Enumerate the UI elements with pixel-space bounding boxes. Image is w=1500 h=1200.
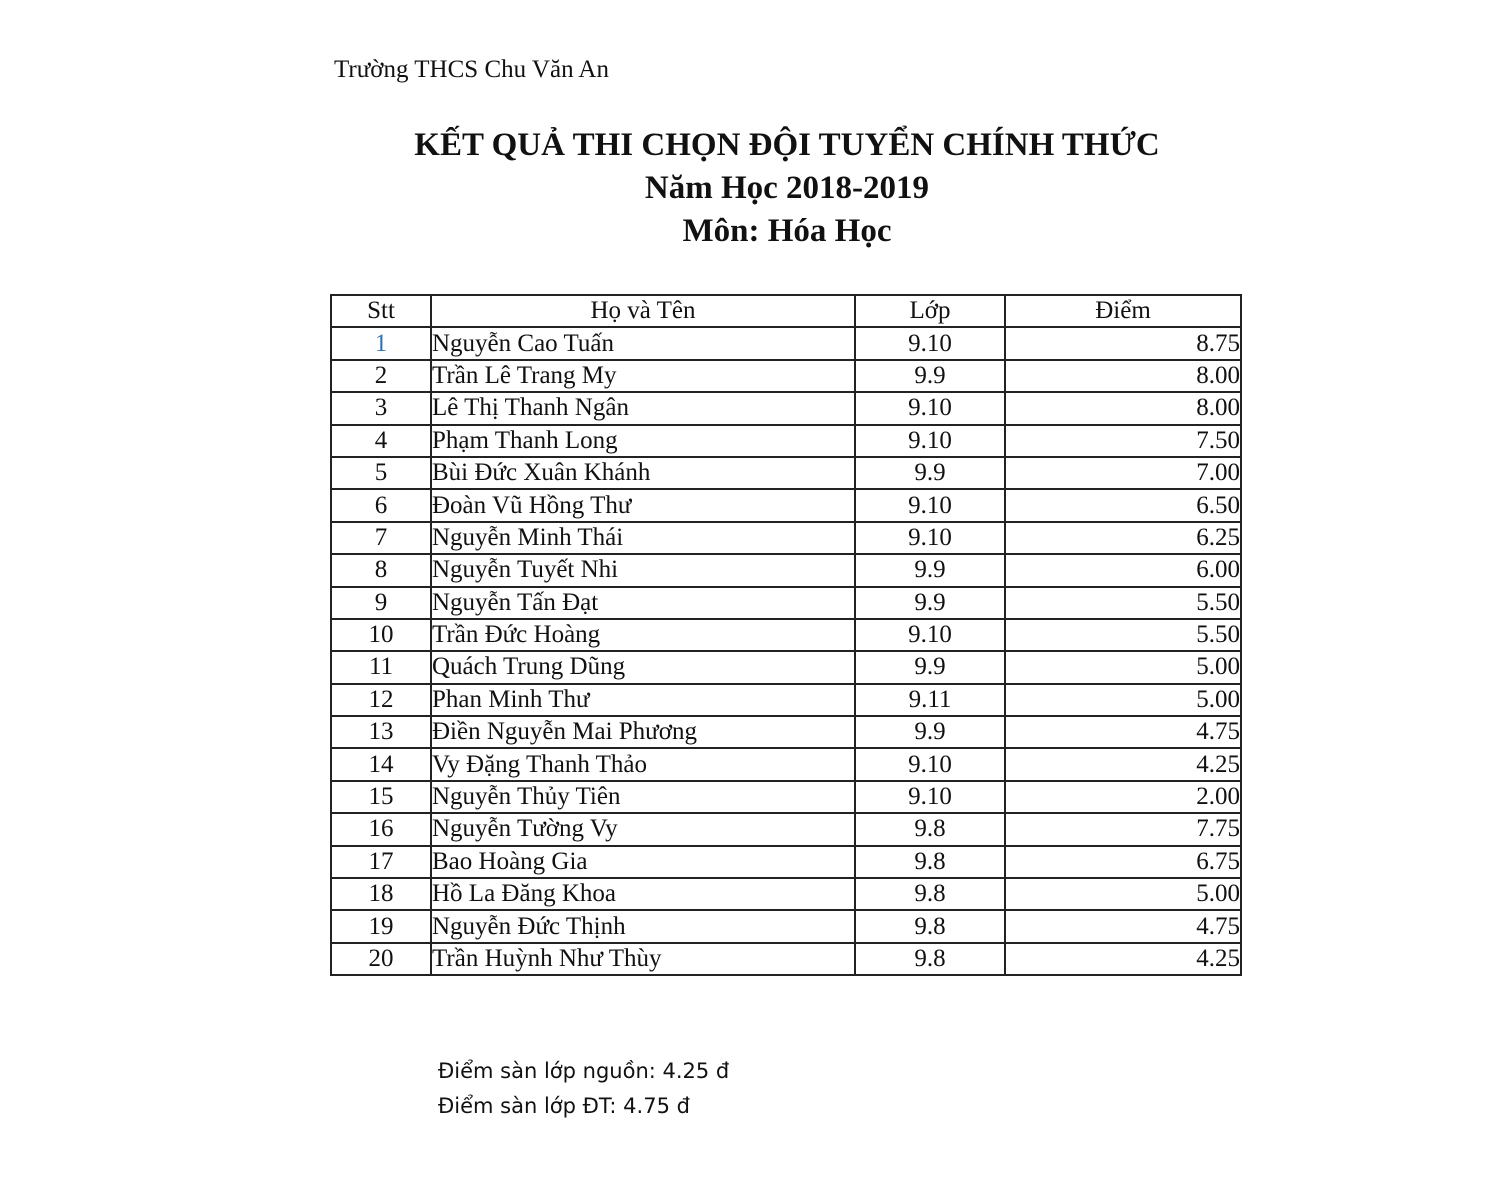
row-stt: 3 [331, 392, 431, 424]
row-stt: 6 [331, 489, 431, 521]
row-score: 8.00 [1005, 360, 1241, 392]
row-class: 9.8 [855, 878, 1005, 910]
row-name: Vy Đặng Thanh Thảo [431, 748, 855, 780]
row-score: 8.00 [1005, 392, 1241, 424]
row-stt: 8 [331, 554, 431, 586]
row-score: 5.00 [1005, 684, 1241, 716]
header-class: Lớp [855, 295, 1005, 327]
row-stt: 12 [331, 684, 431, 716]
results-table [330, 294, 1242, 976]
notes [438, 1054, 729, 1124]
row-score: 4.25 [1005, 748, 1241, 780]
table-row [331, 619, 1241, 651]
table-row [331, 392, 1241, 424]
table-row [331, 554, 1241, 586]
table-row [331, 878, 1241, 910]
row-class: 9.9 [855, 651, 1005, 683]
page-title: KẾT QUẢ THI CHỌN ĐỘI TUYỂN CHÍNH THỨC [414, 127, 1160, 163]
row-class: 9.10 [855, 489, 1005, 521]
row-stt: 15 [331, 781, 431, 813]
row-class: 9.10 [855, 522, 1005, 554]
row-class: 9.8 [855, 943, 1005, 975]
row-stt: 19 [331, 910, 431, 942]
row-class: 9.9 [855, 554, 1005, 586]
row-stt: 10 [331, 619, 431, 651]
row-class: 9.10 [855, 425, 1005, 457]
table-row [331, 522, 1241, 554]
row-class: 9.10 [855, 619, 1005, 651]
row-class: 9.8 [855, 813, 1005, 845]
source-class-threshold: Điểm sàn lớp nguồn: 4.25 đ [438, 1059, 730, 1083]
row-name: Nguyễn Tuyết Nhi [431, 554, 855, 586]
row-score: 6.75 [1005, 846, 1241, 878]
title-block [0, 124, 1500, 253]
row-name: Hồ La Đăng Khoa [431, 878, 855, 910]
row-stt: 7 [331, 522, 431, 554]
row-stt: 20 [331, 943, 431, 975]
row-score: 7.00 [1005, 457, 1241, 489]
table-row [331, 360, 1241, 392]
row-name: Nguyễn Đức Thịnh [431, 910, 855, 942]
row-score: 5.50 [1005, 619, 1241, 651]
row-class: 9.9 [855, 457, 1005, 489]
row-class: 9.10 [855, 781, 1005, 813]
table-row [331, 489, 1241, 521]
row-name: Nguyễn Minh Thái [431, 522, 855, 554]
row-class: 9.8 [855, 910, 1005, 942]
table-row [331, 716, 1241, 748]
row-name: Nguyễn Tấn Đạt [431, 587, 855, 619]
table-row [331, 587, 1241, 619]
row-score: 5.00 [1005, 651, 1241, 683]
table-row [331, 327, 1241, 359]
row-name: Điền Nguyễn Mai Phương [431, 716, 855, 748]
row-class: 9.10 [855, 748, 1005, 780]
row-stt: 9 [331, 587, 431, 619]
header-stt: Stt [331, 295, 431, 327]
row-stt: 18 [331, 878, 431, 910]
school-name: Trường THCS Chu Văn An [334, 56, 609, 83]
table-row [331, 813, 1241, 845]
subject: Môn: Hóa Học [682, 213, 892, 249]
row-class: 9.9 [855, 716, 1005, 748]
row-class: 9.11 [855, 684, 1005, 716]
row-class: 9.9 [855, 360, 1005, 392]
table-row [331, 748, 1241, 780]
row-name: Quách Trung Dũng [431, 651, 855, 683]
table-header-row [331, 295, 1241, 327]
row-score: 7.75 [1005, 813, 1241, 845]
row-score: 6.25 [1005, 522, 1241, 554]
row-score: 7.50 [1005, 425, 1241, 457]
row-stt: 16 [331, 813, 431, 845]
table-row [331, 846, 1241, 878]
row-stt: 11 [331, 651, 431, 683]
row-stt: 4 [331, 425, 431, 457]
row-score: 2.00 [1005, 781, 1241, 813]
row-stt: 2 [331, 360, 431, 392]
row-name: Trần Đức Hoàng [431, 619, 855, 651]
team-class-threshold: Điểm sàn lớp ĐT: 4.75 đ [438, 1094, 690, 1118]
header-name: Họ và Tên [431, 295, 855, 327]
table-row [331, 781, 1241, 813]
row-class: 9.8 [855, 846, 1005, 878]
row-stt: 13 [331, 716, 431, 748]
row-stt: 1 [331, 327, 431, 359]
row-score: 6.00 [1005, 554, 1241, 586]
row-stt: 5 [331, 457, 431, 489]
row-name: Nguyễn Thủy Tiên [431, 781, 855, 813]
row-score: 4.75 [1005, 716, 1241, 748]
header-score: Điểm [1005, 295, 1241, 327]
school-year: Năm Học 2018-2019 [644, 170, 930, 206]
row-class: 9.9 [855, 587, 1005, 619]
row-name: Lê Thị Thanh Ngân [431, 392, 855, 424]
row-name: Đoàn Vũ Hồng Thư [431, 489, 855, 521]
table-row [331, 651, 1241, 683]
row-score: 8.75 [1005, 327, 1241, 359]
row-stt: 14 [331, 748, 431, 780]
row-name: Bao Hoàng Gia [431, 846, 855, 878]
table-row [331, 943, 1241, 975]
row-score: 5.50 [1005, 587, 1241, 619]
row-score: 5.00 [1005, 878, 1241, 910]
row-stt: 17 [331, 846, 431, 878]
row-score: 4.25 [1005, 943, 1241, 975]
row-name: Bùi Đức Xuân Khánh [431, 457, 855, 489]
row-name: Trần Huỳnh Như Thùy [431, 943, 855, 975]
row-name: Phan Minh Thư [431, 684, 855, 716]
table-row [331, 910, 1241, 942]
table-row [331, 457, 1241, 489]
row-name: Phạm Thanh Long [431, 425, 855, 457]
row-score: 4.75 [1005, 910, 1241, 942]
row-name: Trần Lê Trang My [431, 360, 855, 392]
table-row [331, 425, 1241, 457]
row-class: 9.10 [855, 327, 1005, 359]
table-body [331, 327, 1241, 975]
table-row [331, 684, 1241, 716]
row-name: Nguyễn Tường Vy [431, 813, 855, 845]
row-score: 6.50 [1005, 489, 1241, 521]
row-name: Nguyễn Cao Tuấn [431, 327, 855, 359]
row-class: 9.10 [855, 392, 1005, 424]
